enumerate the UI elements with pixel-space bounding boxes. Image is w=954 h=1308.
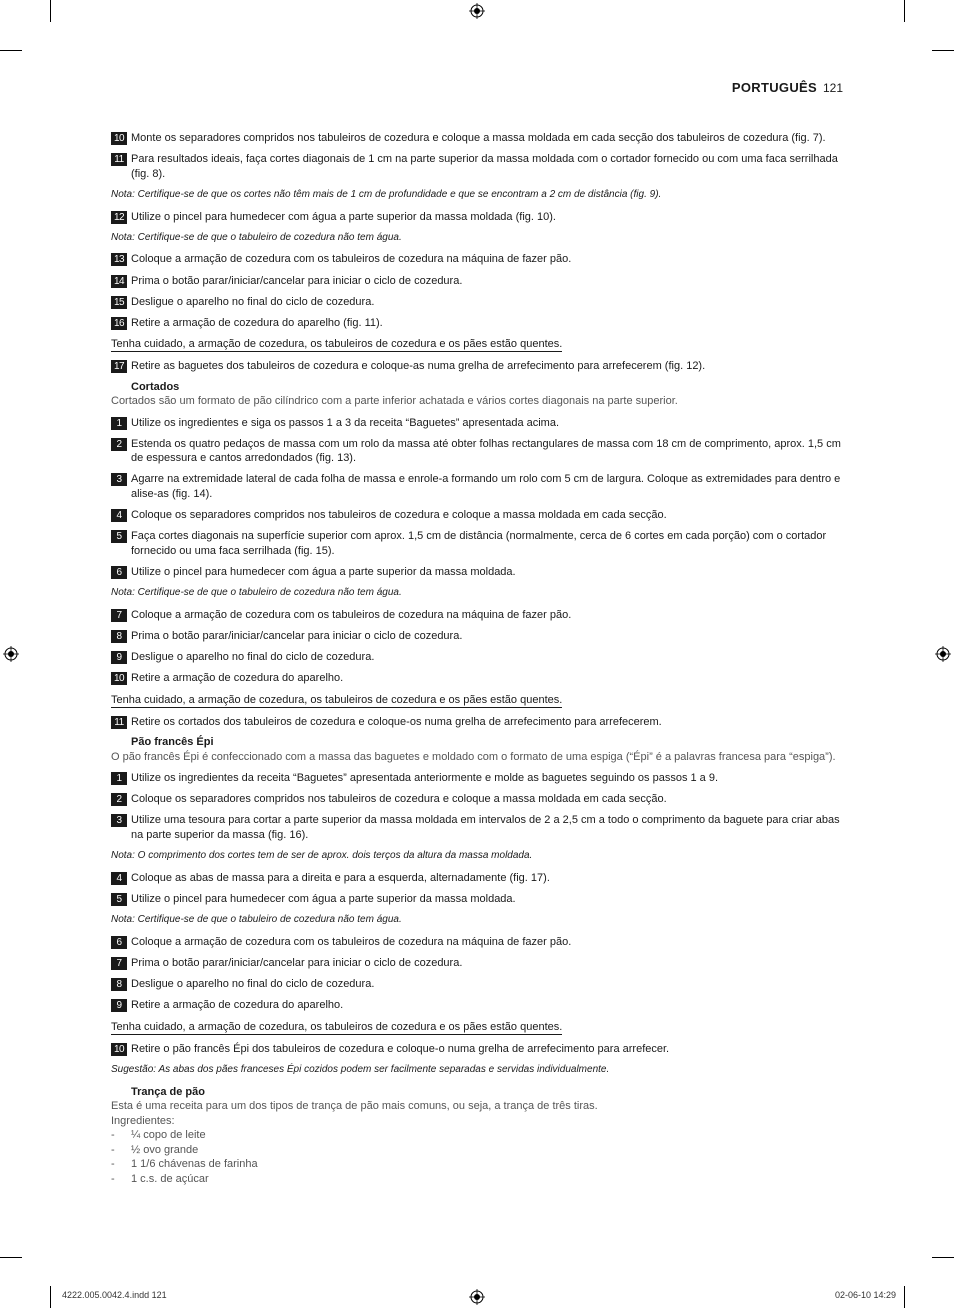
step-number: 5 xyxy=(111,530,127,543)
footer-date: 02-06-10 14:29 xyxy=(834,1290,896,1300)
section-description: Cortados são um formato de pão cilíndrico com a parte inferior achatada e vários cortes diagonais na parte superior. xyxy=(111,395,678,408)
step-item xyxy=(111,472,843,501)
step-item xyxy=(111,252,843,267)
step-item xyxy=(111,715,843,730)
step-number: 1 xyxy=(111,417,127,430)
epi-steps xyxy=(111,771,843,1077)
registration-mark-icon xyxy=(3,646,19,662)
step-number: 16 xyxy=(111,317,127,330)
step-number: 10 xyxy=(111,672,127,685)
step-number: 17 xyxy=(111,360,127,373)
step-text: Coloque a armação de cozedura com os tabuleiros de cozedura na máquina de fazer pão. xyxy=(131,608,572,621)
step-text: Utilize uma tesoura para cortar a parte superior da massa moldada em intervalos de 2 a 2,5 cm a todo o comprimento da baguete para criar abas na parte superior da massa (fig. 16). xyxy=(131,814,840,841)
step-text: Utilize os ingredientes da receita “Baguetes” apresentada anteriormente e molde as baguetes seguindo os passos 1 a 9. xyxy=(131,772,719,784)
step-item xyxy=(111,508,843,523)
note-text: Nota: Certifique-se de que os cortes não têm mais de 1 cm de profundidade e que se encontram a 2 cm de distância (fig. 9). xyxy=(111,188,662,200)
step-number: 9 xyxy=(111,651,127,664)
step-text: Retire a armação de cozedura do aparelho. xyxy=(131,999,344,1012)
page-number: 121 xyxy=(822,81,843,95)
step-number: 15 xyxy=(111,296,127,309)
step-text: Prima o botão parar/iniciar/cancelar para iniciar o ciclo de cozedura. xyxy=(131,274,463,287)
crop-mark xyxy=(0,1257,22,1258)
step-text: Retire a armação de cozedura do aparelho (fig. 11). xyxy=(131,317,383,329)
step-text: Desligue o aparelho no final do ciclo de cozedura. xyxy=(131,978,375,991)
step-text: Monte os separadores compridos nos tabuleiros de cozedura e coloque a massa moldada em cada secção dos tabuleiros de cozedura (fig. 7). xyxy=(131,132,826,144)
step-number: 4 xyxy=(111,872,127,885)
section-description: Esta é uma receita para um dos tipos de trança de pão mais comuns, ou seja, a trança de três tiras. xyxy=(111,1100,598,1113)
warning-text: Tenha cuidado, a armação de cozedura, os tabuleiros de cozedura e os pães estão quentes. xyxy=(111,338,563,351)
step-text: Faça cortes diagonais na superfície superior com aprox. 1,5 cm de distância (normalmente, cerca de 6 cortes em cada porção) com o cortador fornecido ou uma faca serrilhada (fig. 15). xyxy=(131,530,827,557)
step-text: Agarre na extremidade lateral de cada folha de massa e enrole-a formando um rolo com 5 cm de largura. Coloque as extremidades para dentro e alise-as (fig. 14). xyxy=(131,473,841,500)
step-item xyxy=(111,977,843,992)
step-item xyxy=(111,771,843,786)
step-number: 5 xyxy=(111,893,127,906)
page-header xyxy=(732,80,843,95)
step-number: 7 xyxy=(111,609,127,622)
step-text: Coloque os separadores compridos nos tabuleiros de cozedura e coloque a massa moldada em cada secção. xyxy=(131,509,667,522)
registration-mark-icon xyxy=(469,1289,485,1305)
step-text: Utilize os ingredientes e siga os passos 1 a 3 da receita “Baguetes” apresentada acima. xyxy=(131,416,560,429)
list-item: - ¼ copo de leite xyxy=(111,1129,206,1142)
step-number: 8 xyxy=(111,978,127,991)
section-heading: Pão francês Épi xyxy=(131,736,214,748)
step-text: Utilize o pincel para humedecer com água a parte superior da massa moldada. xyxy=(131,892,516,905)
step-number: 2 xyxy=(111,793,127,806)
ingredients-label: Ingredientes: xyxy=(111,1114,175,1127)
step-text: Desligue o aparelho no final do ciclo de cozedura. xyxy=(131,295,375,308)
step-number: 2 xyxy=(111,438,127,451)
baguette-steps xyxy=(111,131,843,374)
note-text: Nota: O comprimento dos cortes tem de ser de aprox. dois terços da altura da massa moldada. xyxy=(111,850,533,862)
step-number: 7 xyxy=(111,957,127,970)
step-number: 1 xyxy=(111,772,127,785)
step-item xyxy=(111,956,843,971)
warning-text: Tenha cuidado, a armação de cozedura, os tabuleiros de cozedura e os pães estão quentes. xyxy=(111,1020,563,1033)
step-number: 13 xyxy=(111,253,127,266)
step-item xyxy=(111,650,843,665)
step-item xyxy=(111,792,843,807)
registration-mark-icon xyxy=(469,3,485,19)
note-text: Nota: Certifique-se de que o tabuleiro de cozedura não tem água. xyxy=(111,231,402,243)
crop-mark xyxy=(50,1286,51,1308)
step-text: Retire a armação de cozedura do aparelho. xyxy=(131,672,344,685)
warning-text: Tenha cuidado, a armação de cozedura, os tabuleiros de cozedura e os pães estão quentes. xyxy=(111,693,563,706)
section-title: PORTUGUÊS xyxy=(731,80,817,95)
step-number: 6 xyxy=(111,936,127,949)
note-text: Nota: Certifique-se de que o tabuleiro de cozedura não tem água. xyxy=(111,914,402,926)
step-number: 3 xyxy=(111,814,127,827)
crop-mark xyxy=(904,0,905,22)
step-item xyxy=(111,295,843,310)
step-item xyxy=(111,892,843,907)
cortados-steps xyxy=(111,416,843,730)
step-number: 6 xyxy=(111,566,127,579)
crop-mark xyxy=(932,1257,954,1258)
step-number: 14 xyxy=(111,275,127,288)
step-item xyxy=(111,131,843,146)
step-text: Prima o botão parar/iniciar/cancelar para iniciar o ciclo de cozedura. xyxy=(131,630,463,643)
step-text: Estenda os quatro pedaços de massa com um rolo da massa até obter folhas rectangulares de massa com 18 cm de comprimento, aprox. 1,5 cm de espessura e cantos arredondados (fig. 13). xyxy=(131,437,841,465)
crop-mark xyxy=(0,50,22,51)
step-item xyxy=(111,316,843,331)
step-number: 9 xyxy=(111,999,127,1012)
step-item xyxy=(111,1042,843,1057)
registration-mark-icon xyxy=(935,646,951,662)
step-number: 4 xyxy=(111,509,127,522)
step-item xyxy=(111,274,843,289)
crop-mark xyxy=(904,1286,905,1308)
step-item xyxy=(111,416,843,431)
step-text: Retire os cortados dos tabuleiros de cozedura e coloque-os numa grelha de arrefecimento para arrefecerem. xyxy=(131,715,662,728)
step-item xyxy=(111,671,843,686)
step-number: 3 xyxy=(111,473,127,486)
step-text: Utilize o pincel para humedecer com água a parte superior da massa moldada. xyxy=(131,566,516,578)
step-number: 11 xyxy=(111,153,127,166)
note-text: Nota: Certifique-se de que o tabuleiro de cozedura não tem água. xyxy=(111,587,402,599)
step-text: Utilize o pincel para humedecer com água a parte superior da massa moldada (fig. 10). xyxy=(131,210,556,223)
step-number: 8 xyxy=(111,630,127,643)
step-text: Coloque as abas de massa para a direita e para a esquerda, alternadamente (fig. 17). xyxy=(131,871,550,884)
step-text: Coloque a armação de cozedura com os tabuleiros de cozedura na máquina de fazer pão. xyxy=(131,935,572,948)
step-number: 10 xyxy=(111,1043,127,1056)
crop-mark xyxy=(932,50,954,51)
step-item xyxy=(111,871,843,886)
note-text: Sugestão: As abas dos pães franceses Épi cozidos podem ser facilmente separadas e servidas individualmente. xyxy=(111,1063,610,1075)
step-item xyxy=(111,813,843,842)
step-item xyxy=(111,565,843,580)
step-text: Para resultados ideais, faça cortes diagonais de 1 cm na parte superior da massa moldada com o cortador fornecido ou com uma faca serrilhada (fig. 8). xyxy=(131,153,838,180)
step-item xyxy=(111,437,843,466)
step-text: Coloque a armação de cozedura com os tabuleiros de cozedura na máquina de fazer pão. xyxy=(131,253,572,266)
step-number: 11 xyxy=(111,716,127,729)
step-text: Coloque os separadores compridos nos tabuleiros de cozedura e coloque a massa moldada em cada secção. xyxy=(131,793,667,806)
section-description: O pão francês Épi é confeccionado com a massa das baguetes e moldado com o formato de uma espiga (“Épi” é a palavras francesa para “espiga”). xyxy=(111,750,836,763)
step-item xyxy=(111,359,843,374)
step-item xyxy=(111,935,843,950)
step-number: 12 xyxy=(111,211,127,224)
step-text: Prima o botão parar/iniciar/cancelar para iniciar o ciclo de cozedura. xyxy=(131,957,463,969)
step-text: Retire o pão francês Épi dos tabuleiros de cozedura e coloque-o numa grelha de arrefecimento para arrefecer. xyxy=(131,1042,670,1055)
list-item: - 1 1/6 chávenas de farinha xyxy=(111,1158,258,1171)
section-heading: Trança de pão xyxy=(131,1085,205,1098)
step-item xyxy=(111,210,843,225)
page-content xyxy=(111,131,843,1186)
list-item: - 1 c.s. de açúcar xyxy=(111,1172,209,1185)
step-item xyxy=(111,629,843,644)
step-text: Retire as baguetes dos tabuleiros de cozedura e coloque-as numa grelha de arrefecimento para arrefecerem (fig. 12). xyxy=(131,360,706,373)
step-text: Desligue o aparelho no final do ciclo de cozedura. xyxy=(131,651,375,664)
section-heading: Cortados xyxy=(131,380,180,393)
crop-mark xyxy=(50,0,51,22)
step-number: 10 xyxy=(111,132,127,145)
step-item xyxy=(111,529,843,558)
step-item xyxy=(111,152,843,181)
footer-file: 4222.005.0042.4.indd 121 xyxy=(62,1290,167,1300)
step-item xyxy=(111,608,843,623)
step-item xyxy=(111,998,843,1013)
list-item: - ½ ovo grande xyxy=(111,1143,199,1156)
ingredients-list xyxy=(111,1128,843,1186)
